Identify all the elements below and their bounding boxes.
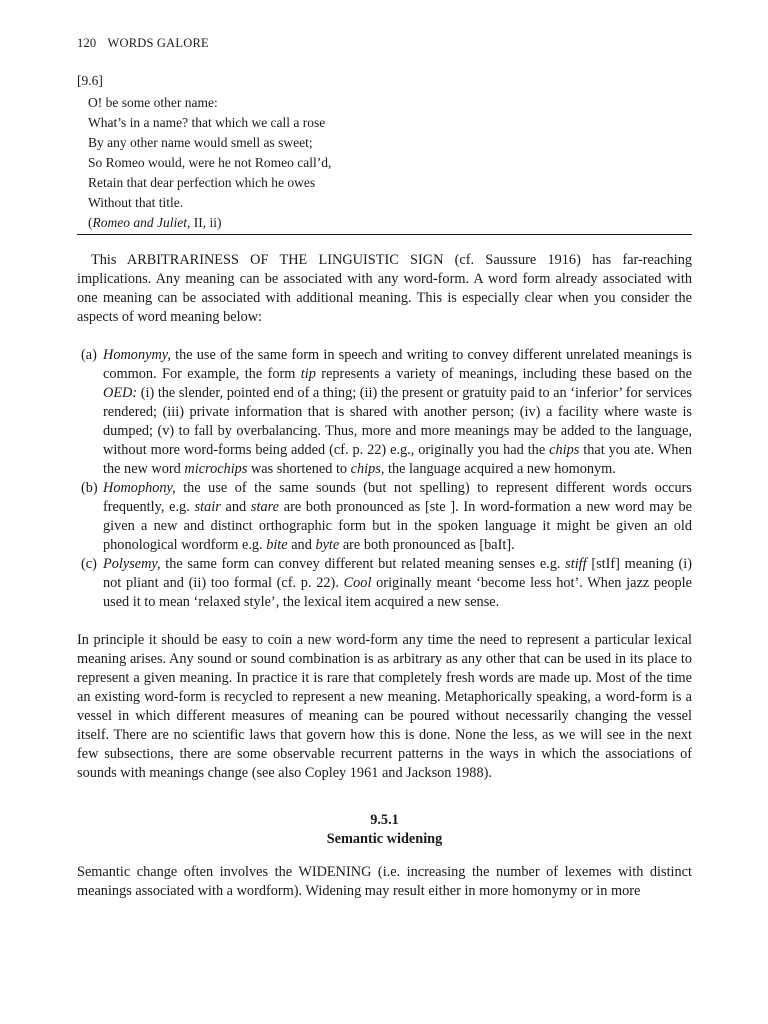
book-page [77,36,692,901]
section-number: 9.5.1 [370,812,399,828]
quote-citation: (Romeo and Juliet, II, ii) [88,215,222,230]
intro-paragraph: This ARBITRARINESS OF THE LINGUISTIC SIGN (cf. Saussure 1916) has far-reaching implications. Any meaning can be associated with any word-form. A word form already associated with one meaning can be associated with additional meaning. This is especially clear when you consider the aspects of word meaning below: [77,252,692,325]
aspects-list [77,346,692,612]
shakespeare-quote [77,93,692,233]
principle-paragraph: In principle it should be easy to coin a new word-form any time the need to represent a particular lexical meaning arises. Any sound or sound combination is as arbitrary as any other that can be used in its place to represent a given meaning. In practice it is rare that completely fresh words are made up. Most of the time an existing word-form is recycled to represent a new meaning. Metaphorically speaking, a word-form is a vessel in which different measures of meaning can be poured without necessarily changing the vessel itself. There are no scientific laws that govern how this is done. None the less, as we will see in the next few subsections, there are some observable recurrent patterns in the ways in which the associations of sounds with meanings change (see also Copley 1961 and Jackson 1988). [77,632,692,781]
list-marker: (a) [81,347,97,363]
widening-paragraph: Semantic change often involves the WIDENING (i.e. increasing the number of lexemes with distinct meanings associated with a wordform). Widening may result either in more homonymy or in more [77,864,692,899]
list-item-homonymy: (a) Homonymy, the use of the same form in speech and writing to convey different unrelated meanings is common. For example, the form tip represents a variety of meanings, including these based on the OED: (i) the slender, pointed end of a thing; (ii) the present or gratuity paid to an ‘inferior’ for services rendered; (iii) private information that is shared with another person; (iv) a facility where waste is dumped; (v) to fall by overbalancing. Thus, more and more meanings may be added to the language, without more word-forms being added (cf. p. 22) e.g., originally you had the chips that you ate. When the new word microchips was shortened to chips, the language acquired a new homonym. [81,347,693,477]
term-polysemy: Polysemy, [103,556,161,572]
page-number: 120 [77,36,97,50]
quote-line: By any other name would smell as sweet; [88,135,313,150]
list-marker: (c) [81,556,97,572]
divider-rule [77,234,692,235]
quote-line: So Romeo would, were he not Romeo call’d, [88,155,332,170]
term-homophony: Homophony, [103,480,176,496]
quote-line: O! be some other name: [88,95,218,110]
quote-line: Retain that dear perfection which he owes [88,175,316,190]
example-label: [9.6] [77,73,103,88]
section-title: Semantic widening [326,831,443,847]
list-item-homophony: (b) Homophony, the use of the same sounds (but not spelling) to represent different words occurs frequently, e.g. stair and stare are both pronounced as [ste ]. In word-formation a new word may be given a new and distinct orthographic form but in the spoken language it might be given an old phonological wordform e.g. bite and byte are both pronounced as [baIt]. [81,480,692,553]
book-title: WORDS GALORE [107,36,209,50]
term-homonymy: Homonymy, [103,347,171,363]
running-head [77,36,692,56]
list-item-polysemy: (c) Polysemy, the same form can convey different but related meaning senses e.g. stiff [stIf] meaning (i) not pliant and (ii) too formal (cf. p. 22). Cool originally meant ‘become less hot’. When jazz people used it to mean ‘relaxed style’, the lexical item acquired a new sense. [81,556,693,610]
quote-line: Without that title. [88,195,184,210]
quote-line: What’s in a name? that which we call a rose [88,115,326,130]
section-heading [77,811,692,849]
list-marker: (b) [81,480,98,496]
